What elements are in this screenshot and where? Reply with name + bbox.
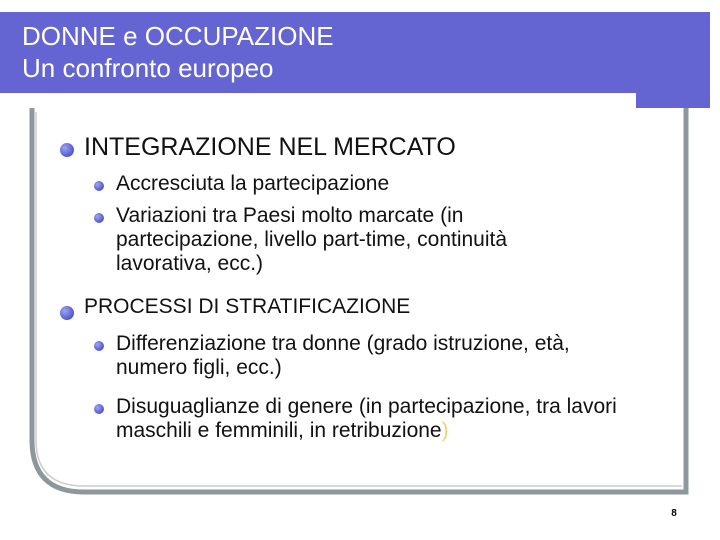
bullet-variazioni: Variazioni tra Paesi molto marcate (in partecipazione, livello part-time, continuità lavorativa, ecc.) [116, 204, 508, 275]
bullet-icon [60, 306, 74, 320]
bullet-icon [60, 143, 74, 157]
title-line-1: DONNE e OCCUPAZIONE [22, 21, 334, 51]
bullet-partecipazione: Accresciuta la partecipazione [116, 172, 390, 195]
bullet-icon [94, 213, 104, 223]
page-number: 8 [671, 508, 677, 519]
title-underline [0, 93, 636, 97]
bullet-icon [94, 341, 104, 351]
bullet-disuguaglianze-text: Disuguaglianze di genere (in partecipazione, tra lavori maschili e femminili, in retribuzione [116, 395, 617, 442]
title-line-2: Un confronto europeo [22, 53, 274, 83]
bullet-integrazione: INTEGRAZIONE NEL MERCATO [84, 133, 456, 161]
bullet-differenziazione: Differenziazione tra donne (grado istruzione, età, numero figli, ecc.) [116, 332, 570, 379]
closing-parenthesis: ) [441, 418, 449, 442]
bullet-icon [94, 404, 104, 414]
slide-title [22, 20, 622, 84]
bullet-stratificazione: PROCESSI DI STRATIFICAZIONE [84, 295, 411, 318]
bullet-icon [94, 181, 104, 191]
bullet-disuguaglianze [116, 395, 644, 443]
